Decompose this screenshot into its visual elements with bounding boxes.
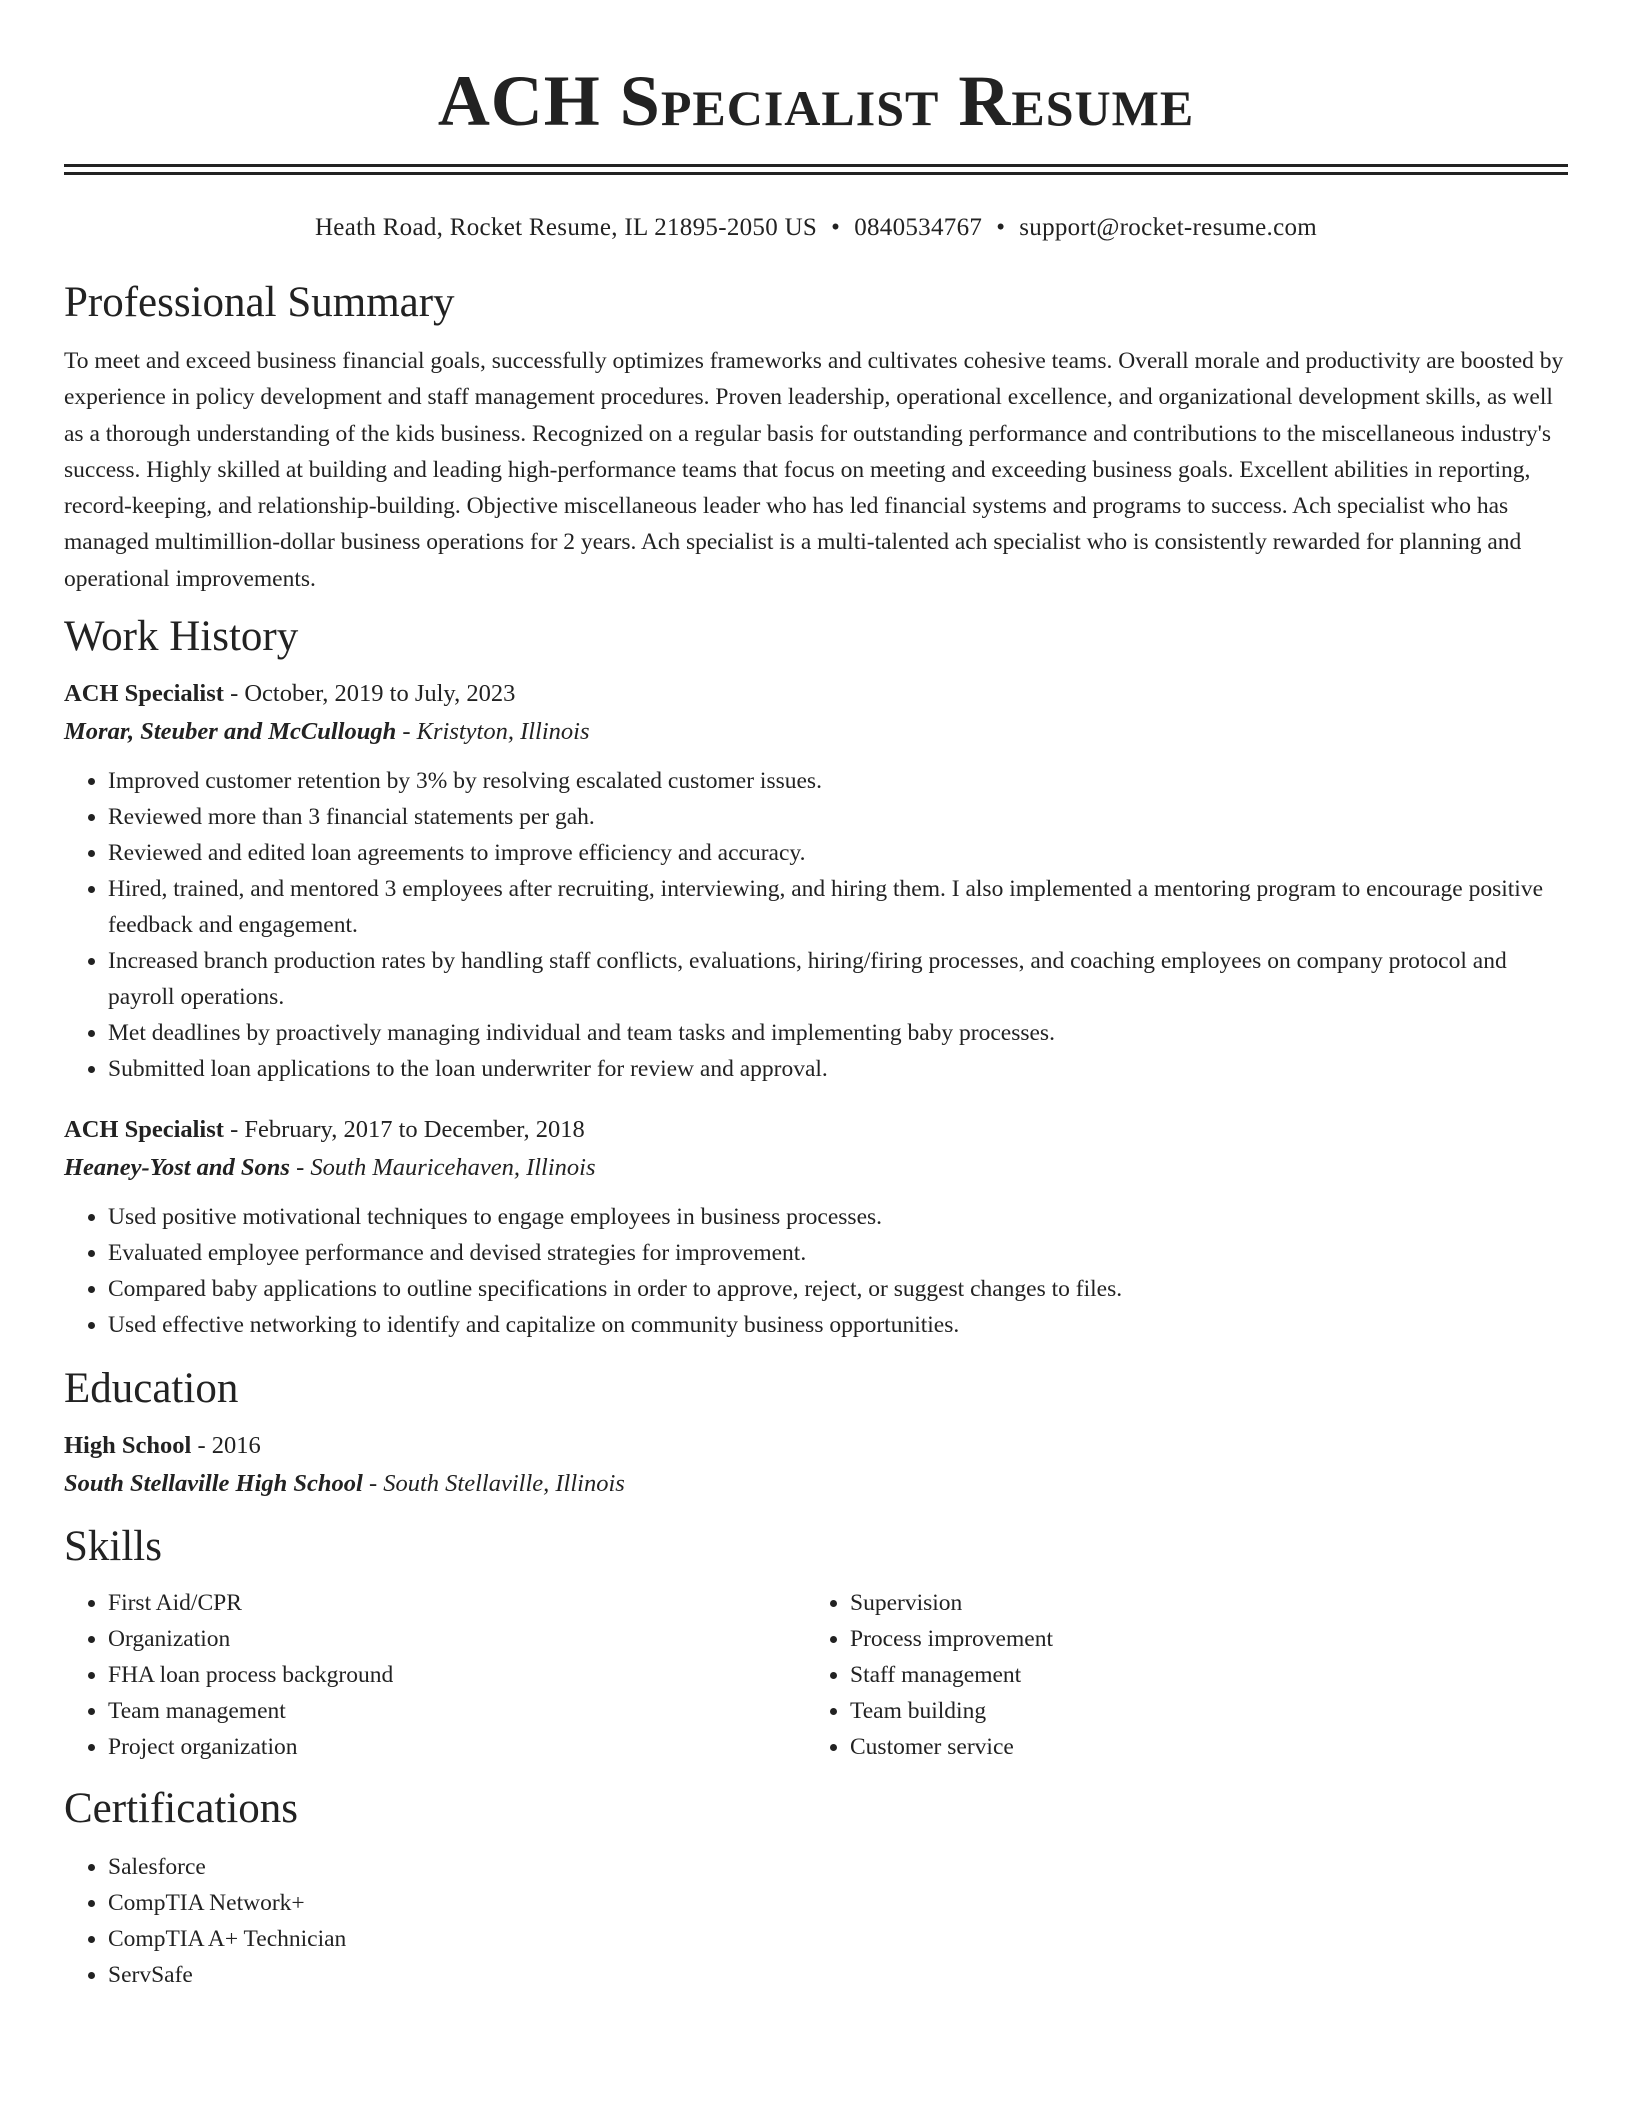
certifications-heading: Certifications (64, 1785, 299, 1833)
skills-list-right (806, 1585, 1548, 1765)
list-item: • First Aid/CPR (108, 1585, 806, 1621)
job-company-line: Heaney-Yost and Sons - South Mauricehaven, Illinois (64, 1154, 596, 1182)
education-degree-line: High School - 2016 (64, 1432, 261, 1460)
list-item: • Team building (850, 1693, 1548, 1729)
list-item: • Customer service (850, 1729, 1548, 1765)
list-item: • Used positive motivational techniques to engage employees in business processes. (108, 1199, 1568, 1235)
list-item: • Used effective networking to identify and capitalize on community business opportunities. (108, 1307, 1568, 1343)
list-item: • FHA loan process background (108, 1657, 806, 1693)
list-item: • Staff management (850, 1657, 1548, 1693)
work-history-section (64, 609, 1568, 1343)
job-company: Heaney-Yost and Sons (64, 1154, 290, 1182)
contact-email: support@rocket-resume.com (1019, 214, 1318, 241)
job-company-line: Morar, Steuber and McCullough - Kristyton, Illinois (64, 718, 590, 746)
list-item: • Organization (108, 1621, 806, 1657)
job-title-line: ACH Specialist - February, 2017 to December, 2018 (64, 1116, 585, 1144)
job-entry (64, 675, 1568, 1087)
education-location: South Stellaville, Illinois (383, 1470, 625, 1498)
contact-phone: 0840534767 (854, 214, 983, 241)
skills-section (64, 1519, 1568, 1765)
job-title-line: ACH Specialist - October, 2019 to July, 2023 (64, 680, 516, 708)
list-item: • ServSafe (108, 1957, 1568, 1993)
list-item: • Evaluated employee performance and devised strategies for improvement. (108, 1235, 1568, 1271)
education-section (64, 1361, 1568, 1503)
summary-text: To meet and exceed business financial goals, successfully optimizes frameworks and cultivates cohesive teams. Overall morale and productivity are boosted by experience in policy development and staff management procedures. Proven leadership, operational excellence, and organizational development skills, as well as a thorough understanding of the kids business. Recognized on a regular basis for outstanding performance and contributions to the miscellaneous industry's success. Highly skilled at building and leading high-performance teams that focus on meeting and exceeding business goals. Excellent abilities in reporting, record-keeping, and relationship-building. Objective miscellaneous leader who has led financial systems and programs to success. Ach specialist who has managed multimillion-dollar business operations for 2 years. Ach specialist is a multi-talented ach specialist who is consistently rewarded for planning and operational improvements. (64, 348, 1564, 592)
job-dates: February, 2017 to December, 2018 (244, 1116, 585, 1144)
list-item: • Process improvement (850, 1621, 1548, 1657)
job-bullets (64, 763, 1568, 1087)
work-history-heading: Work History (64, 613, 299, 661)
list-item: • Compared baby applications to outline specifications in order to approve, reject, or suggest changes to files. (108, 1271, 1568, 1307)
job-bullets (64, 1199, 1568, 1343)
education-degree: High School (64, 1432, 192, 1460)
contact-line (64, 211, 1568, 245)
list-item: • Hired, trained, and mentored 3 employees after recruiting, interviewing, and hiring them. I also implemented a mentoring program to encourage positive feedback and engagement. (108, 871, 1568, 943)
education-school-line: South Stellaville High School - South Stellaville, Illinois (64, 1470, 625, 1498)
education-school: South Stellaville High School (64, 1470, 363, 1498)
summary-heading: Professional Summary (64, 279, 455, 326)
list-item: • Reviewed and edited loan agreements to improve efficiency and accuracy. (108, 835, 1568, 871)
skills-heading: Skills (64, 1523, 162, 1571)
skills-list-left (64, 1585, 806, 1765)
list-item: • CompTIA A+ Technician (108, 1921, 1568, 1957)
list-item: • Supervision (850, 1585, 1548, 1621)
skills-columns (64, 1585, 1568, 1765)
list-item: • Salesforce (108, 1849, 1568, 1885)
summary-section (64, 275, 1568, 597)
list-item: • Project organization (108, 1729, 806, 1765)
job-role: ACH Specialist (64, 680, 224, 708)
list-item: • Team management (108, 1693, 806, 1729)
list-item: • Improved customer retention by 3% by resolving escalated customer issues. (108, 763, 1568, 799)
job-role: ACH Specialist (64, 1116, 224, 1144)
job-dates: October, 2019 to July, 2023 (244, 680, 516, 708)
title-double-rule (64, 164, 1568, 175)
job-entry (64, 1111, 1568, 1343)
education-heading: Education (64, 1365, 239, 1413)
contact-separator: • (996, 214, 1006, 241)
certifications-section (64, 1781, 1568, 1993)
list-item: • Increased branch production rates by handling staff conflicts, evaluations, hiring/firing processes, and coaching employees on company protocol and payroll operations. (108, 943, 1568, 1015)
contact-separator: • (831, 214, 841, 241)
list-item: • CompTIA Network+ (108, 1885, 1568, 1921)
job-company: Morar, Steuber and McCullough (64, 718, 397, 746)
list-item: • Submitted loan applications to the loan underwriter for review and approval. (108, 1051, 1568, 1087)
education-year: 2016 (211, 1432, 261, 1460)
certifications-list (64, 1849, 1568, 1993)
job-location: Kristyton, Illinois (416, 718, 590, 746)
job-location: South Mauricehaven, Illinois (310, 1154, 596, 1182)
list-item: • Reviewed more than 3 financial statements per gah. (108, 799, 1568, 835)
contact-address: Heath Road, Rocket Resume, IL 21895-2050 US (314, 214, 818, 241)
resume-title: ACH Specialist Resume (437, 61, 1195, 141)
list-item: • Met deadlines by proactively managing individual and team tasks and implementing baby processes. (108, 1015, 1568, 1051)
